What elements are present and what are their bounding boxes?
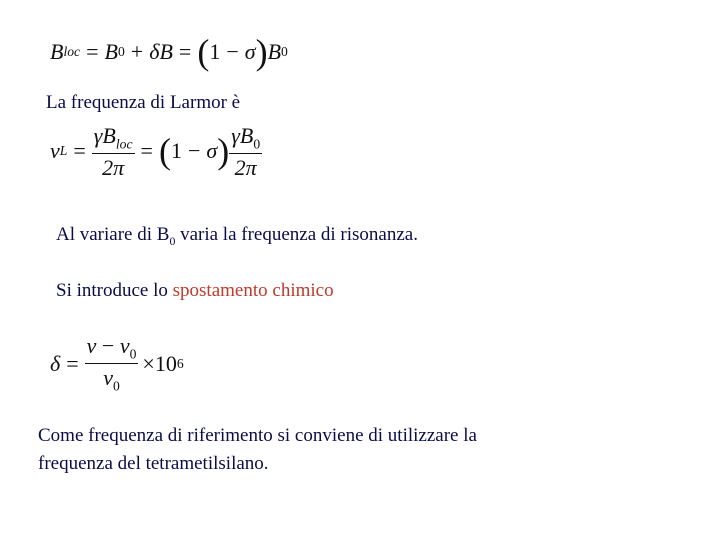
eq2-close-paren: ) [217,131,230,172]
eq2-num1-sub: loc [115,136,133,152]
eq3-exp: 6 [176,355,184,371]
eq2-num2-gamma: γB [231,123,254,148]
eq1-delta-b: δB [149,39,173,65]
eq1-close-paren: ) [255,32,268,72]
eq2-den2: 2π [234,154,257,180]
eq2-one: 1 [170,138,182,164]
eq1-b0-b: B [267,39,282,65]
eq2-minus: − [187,138,201,164]
eq1-plus: + [130,39,144,65]
eq1-sub0: 0 [117,44,125,60]
eq2-sub-l: L [59,143,68,159]
text-larmor: La frequenza di Larmor è [46,92,241,113]
eq1-sub-loc: loc [63,44,81,60]
eq2-open-paren: ( [158,131,171,172]
text-intro-before: Si introduce lo [56,280,173,301]
text-b0-after: varia la frequenza di risonanza. [175,224,418,245]
text-reference-line2: frequenza del tetrametilsilano. [38,453,269,474]
eq1-equals: = [86,39,99,65]
eq2-equals: = [73,138,86,164]
eq3-equals: = [66,350,79,376]
eq3-times: ×10 [142,350,177,376]
eq1-sigma: σ [244,39,256,65]
eq3-fraction [85,334,139,393]
eq2-fraction-2 [229,124,262,179]
text-intro-highlight: spostamento chimico [172,280,334,301]
text-chemical-shift-intro [56,280,334,302]
eq1-one: 1 [209,39,221,65]
eq2-num1-gamma: γB [93,123,116,148]
text-b0-before: Al variare di B [56,224,170,245]
eq1-open-paren: ( [197,32,210,72]
eq3-num-nu0: ν [119,333,130,358]
equation-chemical-shift [50,334,184,393]
eq3-num-nu: ν [86,333,97,358]
equation-local-field [50,32,288,72]
eq2-fraction-1 [92,124,135,179]
eq2-den1: 2π [102,154,125,180]
eq1-sub0-b: 0 [281,44,288,60]
eq2-num2-sub: 0 [253,136,261,152]
eq1-equals-2: = [178,39,192,65]
text-b0-sub: 0 [169,234,176,248]
eq3-num-sub0: 0 [129,346,137,362]
text-reference [38,422,477,478]
text-b0-variation [56,224,418,249]
eq1-b0: B [104,39,118,65]
eq2-equals-2: = [140,138,153,164]
text-reference-line1: Come frequenza di riferimento si conviene di utilizzare la [38,425,477,446]
eq3-den-nu: ν [103,364,114,390]
eq3-num-minus: − [101,333,115,358]
eq2-sigma: σ [206,138,218,164]
eq1-minus: − [226,39,239,65]
eq3-delta: δ [50,350,61,376]
eq2-nu: ν [50,138,60,164]
equation-larmor [50,124,262,179]
eq3-den-sub0: 0 [113,378,120,394]
eq1-b: B [50,39,64,65]
